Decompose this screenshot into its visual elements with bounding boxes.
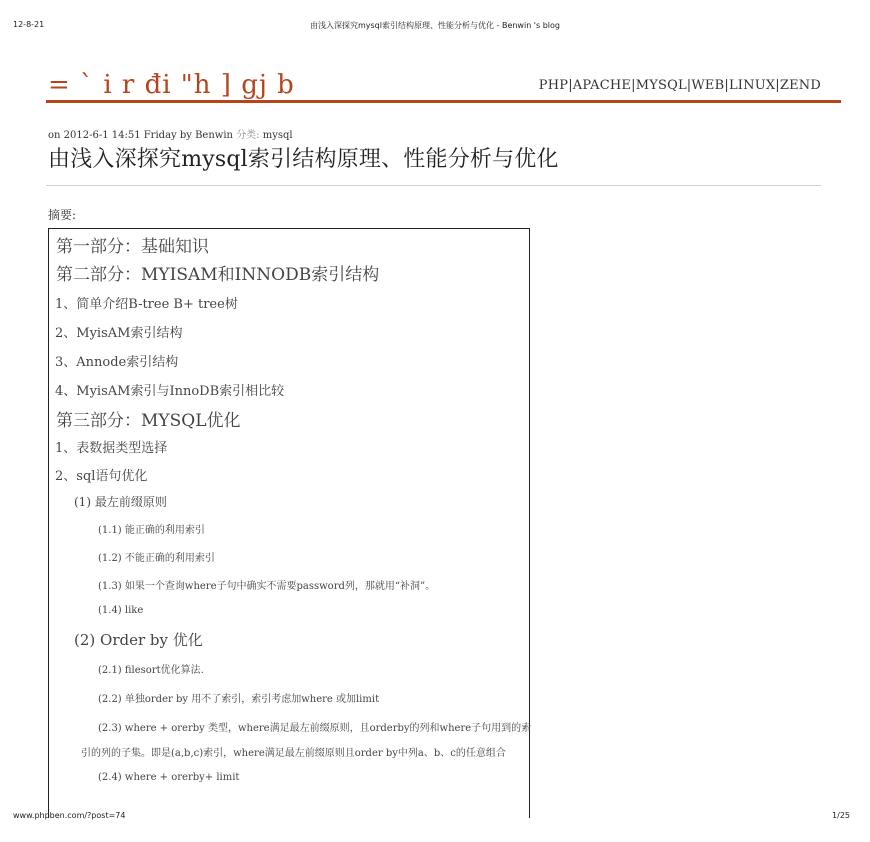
toc-item: 2、sql语句优化: [55, 469, 148, 484]
toc-part-3: 第三部分：MYSQL优化: [56, 411, 241, 431]
title-divider: [46, 185, 821, 186]
print-date: 12-8-21: [13, 20, 45, 29]
blog-nav-categories[interactable]: PHP|APACHE|MYSQL|WEB|LINUX|ZEND: [538, 78, 821, 93]
toc-subsubitem: (2.4) where + orerby+ limit: [98, 772, 240, 783]
toc-subsubitem-continued: 引的列的子集。即是(a,b,c)索引，where满足最左前缀原则且order by中列a、b、c的任意组合: [81, 748, 506, 759]
toc-subsubitem: (2.3) where + orerby 类型，where满足最左前缀原则，且orderby的列和where子句用到的索: [98, 723, 532, 734]
post-title: 由浅入深探究mysql索引结构原理、性能分析与优化: [48, 147, 559, 172]
toc-item: 1、表数据类型选择: [55, 441, 168, 456]
toc-item: 2、MyisAM索引结构: [55, 326, 183, 341]
print-footer: [0, 811, 870, 825]
toc-subsubitem: (1.3) 如果一个查询where子句中确实不需要password列，那就用“补洞”。: [98, 581, 436, 592]
print-page-number: 1/25: [832, 811, 850, 820]
summary-label: 摘要:: [48, 208, 77, 222]
toc-subsubitem: (1.1) 能正确的利用索引: [98, 525, 205, 536]
toc-subsubitem: (2.2) 单独order by 用不了索引，索引考虑加where 或加limit: [98, 694, 380, 705]
print-url: www.phpben.com/?post=74: [13, 811, 126, 820]
toc-part-2: 第二部分：MYISAM和INNODB索引结构: [56, 265, 380, 285]
toc-part-1: 第一部分：基础知识: [56, 237, 209, 257]
toc-subsubitem: (1.2) 不能正确的利用索引: [98, 553, 215, 564]
category-label: 分类:: [236, 130, 260, 141]
toc-item: 4、MyisAM索引与InnoDB索引相比较: [55, 384, 285, 399]
toc-item: 3、Annode索引结构: [55, 355, 179, 370]
toc-subitem: (1) 最左前缀原则: [74, 495, 167, 509]
table-of-contents: [48, 228, 530, 818]
toc-item: 1、简单介绍B-tree B+ tree树: [55, 297, 238, 312]
print-page-title: 由浅入深探究mysql索引结构原理、性能分析与优化 - Benwin 's blog: [309, 21, 560, 30]
toc-subsubitem: (1.4) like: [98, 605, 144, 616]
toc-subitem: (2) Order by 优化: [74, 631, 203, 649]
toc-subsubitem: (2.1) filesort优化算法.: [98, 665, 204, 676]
blog-logo[interactable]: = ` i r đi "h ] gj b: [48, 70, 295, 100]
post-meta: [48, 126, 293, 141]
header-divider: [46, 100, 841, 103]
category-link[interactable]: mysql: [262, 130, 293, 141]
post-date-author: on 2012-6-1 14:51 Friday by Benwin: [48, 130, 233, 141]
print-header: [0, 20, 870, 34]
